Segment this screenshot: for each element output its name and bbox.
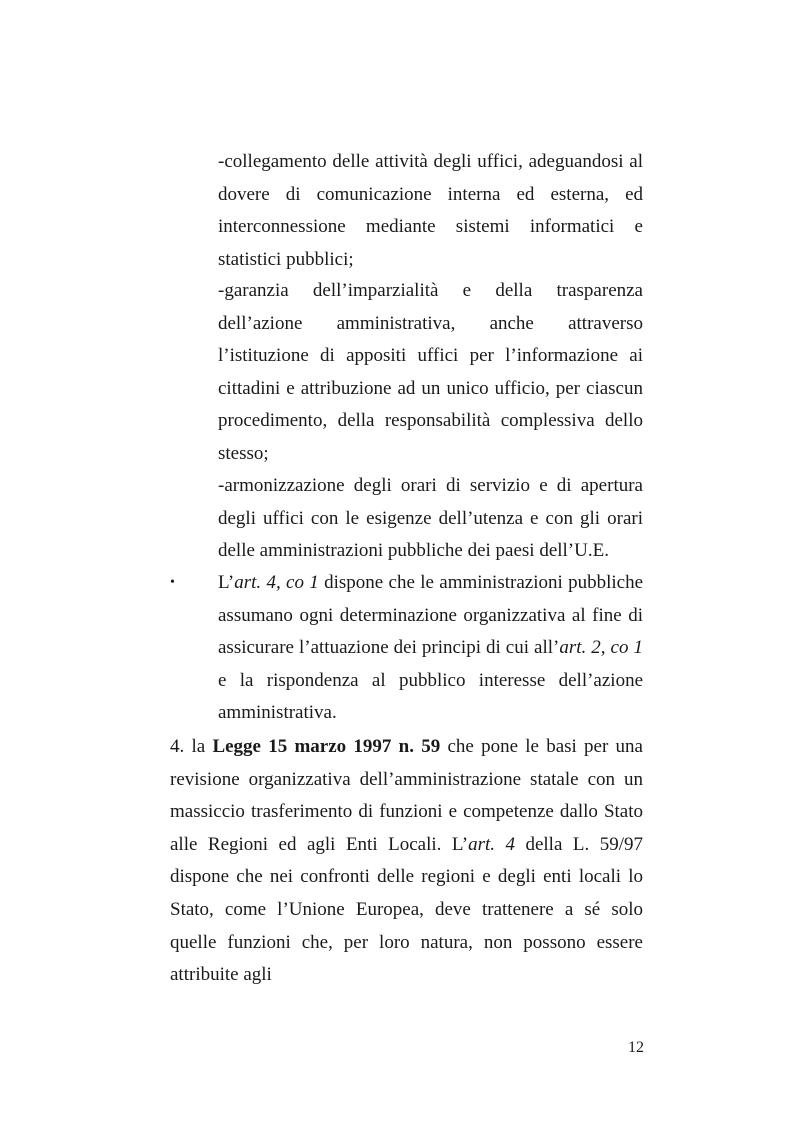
article-reference: art. 4, co 1 [234,572,319,593]
bullet-text: e la rispondenza al pubblico interesse dell’azione amministrativa. [218,669,643,724]
item-number: 4. la [170,736,213,757]
sub-item-hours-harmonization: -armonizzazione degli orari di servizio e di apertura degli uffici con le esigenze dell’utenza e con gli orari delle amministrazioni pubbliche dei paesi dell’U.E. [218,475,643,562]
sub-item-impartiality-transparency: -garanzia dell’imparzialità e della trasparenza dell’azione amministrativa, anche attraverso l’istituzione di appositi uffici per l’informazione ai cittadini e attribuzione ad un unico ufficio, per ciascun procedimento, della responsabilità complessiva dello stesso; [218,280,643,464]
bullet-icon: • [170,575,175,590]
bullet-paragraph-art4 [218,567,643,730]
article-reference: art. 2, co 1 [559,637,643,659]
article-reference: art. 4 [468,833,515,855]
item-4-paragraph [170,731,643,992]
bullet-text: dispone che le amministrazioni pubbliche assumano ogni determinazione organizzativa al fine di assicurare l’attuazione dei principi di cui all’ [218,572,643,659]
item-text: della L. 59/97 dispone che nei confronti delle regioni e degli enti locali lo Stato, come l’Unione Europea, deve trattenere a sé solo quelle funzioni che, per loro natura, non possono essere attribuite agli [170,833,643,986]
page-number: 12 [628,1039,644,1056]
law-title: Legge 15 marzo 1997 n. 59 [212,736,441,757]
sub-item-office-coordination: -collegamento delle attività degli uffici, adeguandosi al dovere di comunicazione interna ed esterna, ed interconnessione mediante sistemi informatici e statistici pubblici; [218,151,643,270]
bullet-prefix: L’ [218,572,235,593]
item-text: che pone le basi per una revisione organizzativa dell’amministrazione statale con un massiccio trasferimento di funzioni e competenze dallo Stato alle Regioni ed agli Enti Locali. L’ [170,736,643,855]
